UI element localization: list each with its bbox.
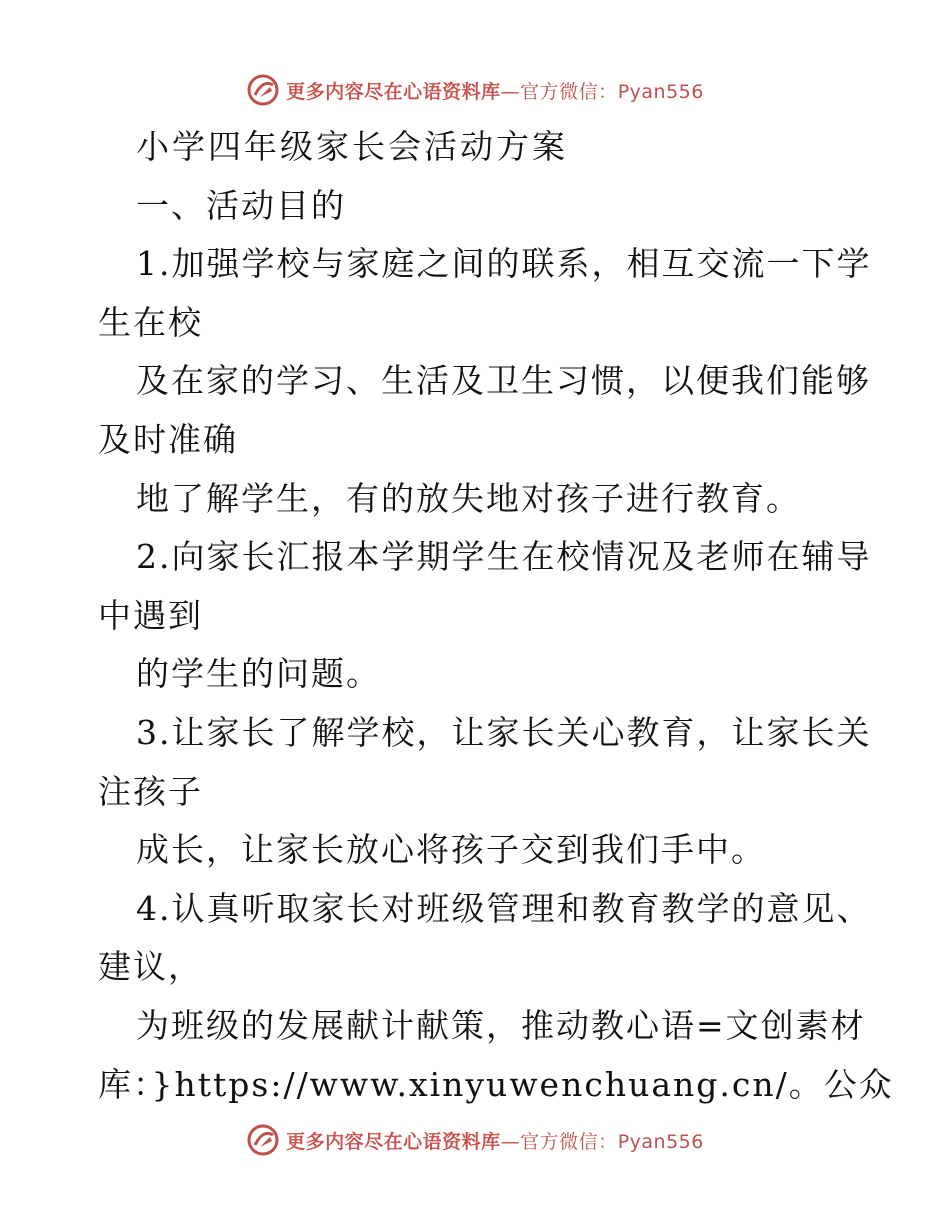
header-banner-inner <box>246 73 704 107</box>
footer-banner-text: 更多内容尽在心语资料库—官方微信：Pyan556 <box>286 1130 704 1153</box>
header-banner-text: 更多内容尽在心语资料库—官方微信：Pyan556 <box>286 80 704 103</box>
paragraph-line: 的学生的问题。 <box>136 654 381 694</box>
paragraph-line: 3.让家长了解学校，让家长关心教育，让家长关 <box>136 712 872 752</box>
footer-banner <box>0 1120 950 1160</box>
section-heading: 一、活动目的 <box>136 185 346 225</box>
paragraph-line: 库：}https://www.xinyuwenchuang.cn/。公众 <box>98 1064 894 1104</box>
footer-banner-inner <box>246 1123 704 1157</box>
paragraph-line: 及时准确 <box>98 419 238 459</box>
paragraph-line: 生在校 <box>98 302 203 342</box>
paragraph-line: 建议， <box>98 947 203 987</box>
paragraph-line: 1.加强学校与家庭之间的联系，相互交流一下学 <box>136 244 872 284</box>
paragraph-line: 成长，让家长放心将孩子交到我们手中。 <box>136 830 766 870</box>
header-banner <box>0 70 950 110</box>
paragraph-line: 中遇到 <box>98 595 203 635</box>
paragraph-line: 4.认真听取家长对班级管理和教育教学的意见、 <box>136 888 872 928</box>
document-body <box>98 118 894 1114</box>
paragraph-line: 2.向家长汇报本学期学生在校情况及老师在辅导 <box>136 537 872 577</box>
paragraph-line: 为班级的发展献计献策，推动教心语=文创素材 <box>136 1005 866 1045</box>
document-title: 小学四年级家长会活动方案 <box>136 127 568 166</box>
paragraph-line: 地了解学生，有的放失地对孩子进行教育。 <box>136 478 801 518</box>
brand-logo-icon <box>246 1123 280 1157</box>
paragraph-line: 注孩子 <box>98 771 203 811</box>
brand-logo-icon <box>246 73 280 107</box>
paragraph-line: 及在家的学习、生活及卫生习惯，以便我们能够 <box>136 361 871 401</box>
